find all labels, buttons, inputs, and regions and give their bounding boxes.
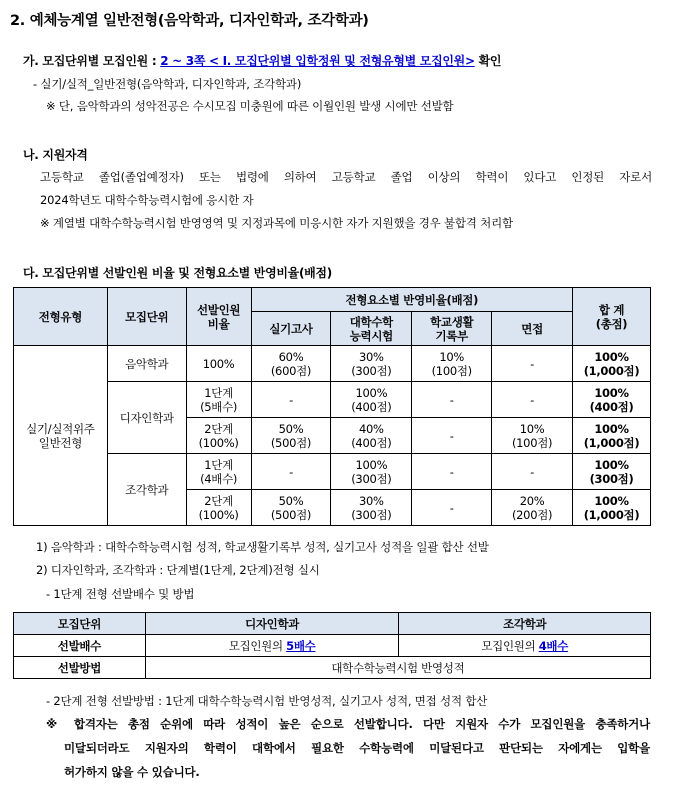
table-row-sculpture-stage1 xyxy=(14,454,651,490)
table-row-music xyxy=(14,346,651,382)
interview-cell: - xyxy=(492,454,573,490)
header-csat: 대학수학 능력시험 xyxy=(331,312,412,346)
section-a-note: ※ 단, 음악학과의 성악전공은 수시모집 미충원에 따른 이월인원 발생 시에만 선발함 xyxy=(46,99,454,113)
csat-cell: 30% (300점) xyxy=(331,490,412,526)
sel-header-sculpture: 조각학과 xyxy=(399,613,651,635)
sel-header-design: 디자인학과 xyxy=(145,613,399,635)
page-title: 2. 예체능계열 일반전형(음악학과, 디자인학과, 조각학과) xyxy=(10,13,369,29)
table-row-method xyxy=(14,657,651,679)
note-1: 1) 음악학과 : 대학수학능력시험 성적, 학교생활기록부 성적, 실기고사 성적을 일괄 합산 선발 xyxy=(36,540,489,554)
footer-line3: 미달되더라도 지원자의 학력이 대학에서 필요한 수학능력에 미달된다고 판단되는 자에게는 입학을 xyxy=(64,741,650,755)
header-ratio: 선발인원 비율 xyxy=(186,288,251,346)
practical-cell: 50% (500점) xyxy=(251,490,331,526)
total-cell: 100% (300점) xyxy=(573,454,651,490)
interview-cell: - xyxy=(492,346,573,382)
school-cell: - xyxy=(412,490,492,526)
note-3: - 1단계 전형 선발배수 및 방법 xyxy=(46,587,195,601)
section-a-link[interactable]: 2 ~ 3쪽 < I. 모집단위별 입학정원 및 전형유형별 모집인원> xyxy=(160,54,475,68)
csat-cell: 40% (400점) xyxy=(331,418,412,454)
header-school-record: 학교생활 기록부 xyxy=(412,312,492,346)
header-total: 합 계 (총점) xyxy=(573,288,651,346)
csat-cell: 100% (300점) xyxy=(331,454,412,490)
total-cell: 100% (1,000점) xyxy=(573,346,651,382)
ratio-cell: 2단계 (100%) xyxy=(186,418,251,454)
sel-design-multiplier: 모집인원의 5배수 xyxy=(145,635,399,657)
table-row-design-stage1 xyxy=(14,382,651,418)
footer-line4: 허가하지 않을 수 있습니다. xyxy=(64,765,200,779)
sel-header-unit: 모집단위 xyxy=(14,613,146,635)
sel-label-multiplier: 선발배수 xyxy=(14,635,146,657)
school-cell: - xyxy=(412,418,492,454)
footer-line2: ※ 합격자는 총점 순위에 따라 성적이 높은 순으로 선발합니다. 다만 지원자 수가 모집인원을 충족하거나 xyxy=(46,717,650,731)
footer-line1: - 2단계 전형 선발방법 : 1단계 대학수학능력시험 반영성적, 실기고사 성적, 면접 성적 합산 xyxy=(46,694,488,708)
section-b-heading: 나. 지원자격 xyxy=(23,148,88,162)
design-multiplier-link[interactable]: 5배수 xyxy=(286,638,316,653)
ratio-cell: 2단계 (100%) xyxy=(186,490,251,526)
section-a-suffix: 확인 xyxy=(474,54,502,68)
practical-cell: 50% (500점) xyxy=(251,418,331,454)
header-interview: 면접 xyxy=(492,312,573,346)
note-2: 2) 디자인학과, 조각학과 : 단계별(1단계, 2단계)전형 실시 xyxy=(36,563,320,577)
header-elements: 전형요소별 반영비율(배점) xyxy=(251,288,572,312)
total-cell: 100% (400점) xyxy=(573,382,651,418)
interview-cell: 20% (200점) xyxy=(492,490,573,526)
csat-cell: 30% (300점) xyxy=(331,346,412,382)
type-cell: 실기/실적위주 일반전형 xyxy=(14,346,108,526)
header-unit: 모집단위 xyxy=(107,288,186,346)
section-a-bullet: - 실기/실적_일반전형(음악학과, 디자인학과, 조각학과) xyxy=(33,77,302,91)
ratio-table xyxy=(13,287,651,526)
interview-cell: 10% (100점) xyxy=(492,418,573,454)
section-b-line1: 고등학교 졸업(졸업예정자) 또는 법령에 의하여 고등학교 졸업 이상의 학력이 있다고 인정된 자로서 xyxy=(40,170,652,184)
section-a-label: 가. 모집단위별 모집인원 : xyxy=(23,54,161,68)
total-cell: 100% (1,000점) xyxy=(573,418,651,454)
school-cell: 10% (100점) xyxy=(412,346,492,382)
selection-table xyxy=(13,612,651,679)
practical-cell: - xyxy=(251,382,331,418)
section-c-heading: 다. 모집단위별 선발인원 비율 및 전형요소별 반영비율(배점) xyxy=(23,266,332,280)
section-b-note: ※ 계열별 대학수학능력시험 반영영역 및 지정과목에 미응시한 자가 지원했을 경우 불합격 처리함 xyxy=(40,216,513,230)
unit-sculpture: 조각학과 xyxy=(107,454,186,526)
sel-sculpture-multiplier: 모집인원의 4배수 xyxy=(399,635,651,657)
unit-music: 음악학과 xyxy=(107,346,186,382)
school-cell: - xyxy=(412,382,492,418)
unit-design: 디자인학과 xyxy=(107,382,186,454)
table-row-multiplier xyxy=(14,635,651,657)
header-practical: 실기고사 xyxy=(251,312,331,346)
school-cell: - xyxy=(412,454,492,490)
sel-label-method: 선발방법 xyxy=(14,657,146,679)
section-b-line2: 2024학년도 대학수학능력시험에 응시한 자 xyxy=(40,193,254,207)
ratio-cell: 1단계 (4배수) xyxy=(186,454,251,490)
sculpture-multiplier-link[interactable]: 4배수 xyxy=(538,638,569,653)
practical-cell: - xyxy=(251,454,331,490)
practical-cell: 60% (600점) xyxy=(251,346,331,382)
interview-cell: - xyxy=(492,382,573,418)
csat-cell: 100% (400점) xyxy=(331,382,412,418)
section-a-heading xyxy=(23,52,501,69)
header-type: 전형유형 xyxy=(14,288,108,346)
sel-method-value: 대학수학능력시험 반영성적 xyxy=(145,657,650,679)
ratio-cell: 1단계 (5배수) xyxy=(186,382,251,418)
ratio-cell: 100% xyxy=(186,346,251,382)
total-cell: 100% (1,000점) xyxy=(573,490,651,526)
